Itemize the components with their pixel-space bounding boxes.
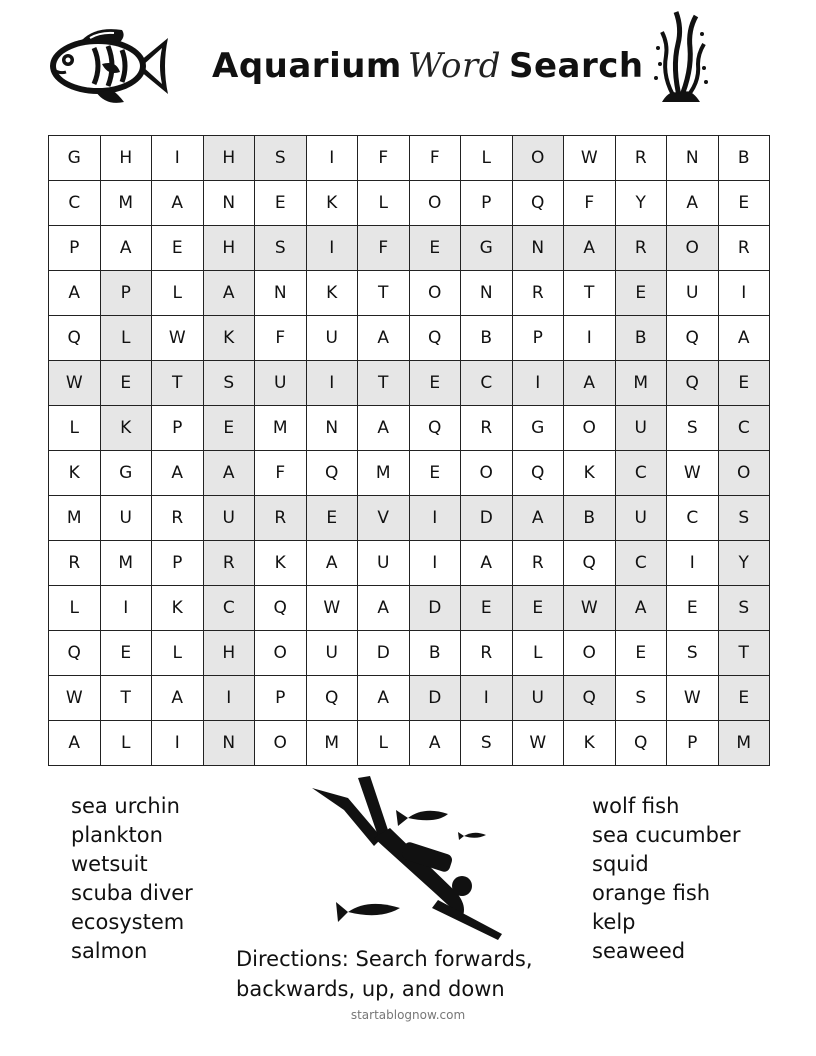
grid-cell: M [358, 451, 410, 496]
grid-cell: S [718, 496, 770, 541]
grid-cell: I [152, 721, 204, 766]
word-list-item: sea cucumber [592, 823, 741, 847]
grid-cell: A [152, 676, 204, 721]
grid-cell: R [615, 226, 667, 271]
grid-cell: B [718, 136, 770, 181]
grid-cell: W [667, 451, 719, 496]
grid-cell: A [564, 361, 616, 406]
grid-cell: I [100, 586, 152, 631]
grid-cell: B [564, 496, 616, 541]
grid-cell: W [564, 586, 616, 631]
grid-cell: E [718, 181, 770, 226]
title-word-word: Word [407, 46, 501, 86]
grid-cell: F [255, 451, 307, 496]
grid-row [49, 226, 770, 271]
grid-cell: U [667, 271, 719, 316]
grid-cell: B [461, 316, 513, 361]
grid-cell: N [203, 721, 255, 766]
grid-cell: K [306, 271, 358, 316]
grid-cell: O [409, 271, 461, 316]
grid-cell: O [564, 631, 616, 676]
grid-row [49, 586, 770, 631]
grid-cell: U [512, 676, 564, 721]
grid-cell: G [461, 226, 513, 271]
grid-cell: U [615, 496, 667, 541]
grid-cell: I [512, 361, 564, 406]
word-list-item: sea urchin [71, 794, 180, 818]
grid-cell: S [203, 361, 255, 406]
grid-cell: I [203, 676, 255, 721]
grid-cell: K [255, 541, 307, 586]
grid-cell: H [203, 631, 255, 676]
directions-line-1: Directions: Search forwards, [236, 947, 533, 971]
grid-cell: I [306, 136, 358, 181]
grid-cell: E [306, 496, 358, 541]
word-list-item: salmon [71, 939, 148, 963]
grid-cell: M [49, 496, 101, 541]
grid-cell: I [667, 541, 719, 586]
grid-cell: R [512, 541, 564, 586]
grid-cell: L [358, 181, 410, 226]
grid-cell: G [49, 136, 101, 181]
grid-cell: O [255, 721, 307, 766]
grid-cell: K [152, 586, 204, 631]
grid-cell: K [564, 721, 616, 766]
grid-cell: L [461, 136, 513, 181]
word-list-item: ecosystem [71, 910, 185, 934]
grid-cell: D [409, 586, 461, 631]
word-list-item: orange fish [592, 881, 711, 905]
grid-cell: A [409, 721, 461, 766]
directions-text [236, 944, 556, 1004]
word-list-item: wolf fish [592, 794, 680, 818]
grid-cell: M [306, 721, 358, 766]
grid-cell: W [667, 676, 719, 721]
grid-cell: P [255, 676, 307, 721]
grid-cell: O [461, 451, 513, 496]
grid-cell: L [152, 271, 204, 316]
title-word-search: Search [509, 46, 644, 86]
grid-cell: Q [667, 316, 719, 361]
grid-cell: P [152, 541, 204, 586]
grid-cell: S [667, 406, 719, 451]
grid-cell: P [49, 226, 101, 271]
grid-cell: N [255, 271, 307, 316]
grid-cell: A [152, 451, 204, 496]
grid-cell: P [461, 181, 513, 226]
grid-cell: C [203, 586, 255, 631]
grid-cell: W [306, 586, 358, 631]
grid-cell: Q [409, 316, 461, 361]
grid-cell: S [461, 721, 513, 766]
grid-cell: E [409, 451, 461, 496]
word-list-item: seaweed [592, 939, 686, 963]
grid-row [49, 721, 770, 766]
grid-cell: A [615, 586, 667, 631]
page-title [212, 44, 644, 88]
word-list-item: scuba diver [71, 881, 193, 905]
grid-cell: W [564, 136, 616, 181]
grid-cell: E [152, 226, 204, 271]
word-search-grid [48, 135, 770, 766]
grid-cell: N [512, 226, 564, 271]
grid-cell: I [718, 271, 770, 316]
grid-cell: F [255, 316, 307, 361]
grid-cell: N [306, 406, 358, 451]
grid-cell: A [358, 406, 410, 451]
grid-cell: R [461, 406, 513, 451]
word-list-right [592, 792, 740, 966]
grid-cell: T [100, 676, 152, 721]
grid-cell: H [203, 136, 255, 181]
grid-cell: N [461, 271, 513, 316]
grid-cell: S [718, 586, 770, 631]
grid-cell: Q [615, 721, 667, 766]
grid-cell: U [255, 361, 307, 406]
grid-cell: V [358, 496, 410, 541]
grid-cell: P [100, 271, 152, 316]
grid-cell: C [615, 541, 667, 586]
grid-cell: W [512, 721, 564, 766]
title-word-aquarium: Aquarium [212, 46, 402, 86]
grid-cell: D [358, 631, 410, 676]
grid-cell: N [203, 181, 255, 226]
grid-row [49, 136, 770, 181]
grid-cell: L [49, 586, 101, 631]
grid-row [49, 541, 770, 586]
grid-cell: F [564, 181, 616, 226]
grid-cell: A [49, 721, 101, 766]
grid-cell: T [718, 631, 770, 676]
grid-cell: Q [306, 676, 358, 721]
grid-cell: E [100, 361, 152, 406]
grid-cell: S [255, 136, 307, 181]
grid-cell: R [203, 541, 255, 586]
grid-cell: Q [49, 631, 101, 676]
grid-cell: U [100, 496, 152, 541]
grid-cell: A [358, 676, 410, 721]
grid-cell: M [100, 541, 152, 586]
grid-cell: T [358, 271, 410, 316]
grid-cell: T [152, 361, 204, 406]
grid-cell: I [152, 136, 204, 181]
grid-cell: I [564, 316, 616, 361]
grid-cell: Q [564, 541, 616, 586]
grid-cell: L [49, 406, 101, 451]
grid-cell: Q [49, 316, 101, 361]
grid-cell: A [152, 181, 204, 226]
grid-cell: I [461, 676, 513, 721]
grid-cell: Q [306, 451, 358, 496]
grid-cell: L [152, 631, 204, 676]
grid-cell: F [358, 226, 410, 271]
grid-cell: E [409, 361, 461, 406]
grid-cell: M [615, 361, 667, 406]
grid-cell: P [667, 721, 719, 766]
grid-cell: E [461, 586, 513, 631]
grid-row [49, 316, 770, 361]
grid-row [49, 631, 770, 676]
grid-cell: U [203, 496, 255, 541]
word-list-item: kelp [592, 910, 636, 934]
grid-cell: E [409, 226, 461, 271]
grid-cell: F [358, 136, 410, 181]
grid-cell: O [667, 226, 719, 271]
grid-cell: I [409, 541, 461, 586]
grid-cell: S [615, 676, 667, 721]
grid-cell: C [615, 451, 667, 496]
grid-cell: F [409, 136, 461, 181]
grid-cell: B [615, 316, 667, 361]
grid-cell: Q [512, 451, 564, 496]
grid-cell: G [512, 406, 564, 451]
fish-icon [46, 24, 172, 108]
grid-cell: I [306, 226, 358, 271]
grid-cell: Y [718, 541, 770, 586]
grid-cell: I [409, 496, 461, 541]
grid-cell: P [152, 406, 204, 451]
grid-cell: R [255, 496, 307, 541]
grid-cell: E [512, 586, 564, 631]
grid-cell: A [100, 226, 152, 271]
grid-cell: C [667, 496, 719, 541]
grid-cell: O [409, 181, 461, 226]
word-list-left [71, 792, 193, 966]
grid-cell: U [615, 406, 667, 451]
grid-cell: S [667, 631, 719, 676]
grid-cell: B [409, 631, 461, 676]
grid-cell: D [409, 676, 461, 721]
grid-cell: T [358, 361, 410, 406]
grid-cell: S [255, 226, 307, 271]
grid-cell: G [100, 451, 152, 496]
grid-row [49, 271, 770, 316]
grid-cell: I [306, 361, 358, 406]
grid-cell: K [306, 181, 358, 226]
grid-cell: Y [615, 181, 667, 226]
grid-row [49, 361, 770, 406]
grid-cell: L [358, 721, 410, 766]
grid-cell: R [718, 226, 770, 271]
grid-cell: E [615, 271, 667, 316]
grid-cell: L [100, 316, 152, 361]
directions-line-2: backwards, up, and down [236, 977, 505, 1001]
grid-cell: Q [512, 181, 564, 226]
grid-cell: E [718, 361, 770, 406]
grid-cell: P [512, 316, 564, 361]
grid-cell: Q [409, 406, 461, 451]
grid-cell: E [667, 586, 719, 631]
grid-cell: A [512, 496, 564, 541]
grid-cell: Q [255, 586, 307, 631]
grid-row [49, 181, 770, 226]
grid-cell: O [718, 451, 770, 496]
grid-cell: U [358, 541, 410, 586]
seaweed-icon [650, 8, 710, 106]
grid-cell: Q [667, 361, 719, 406]
grid-cell: A [718, 316, 770, 361]
grid-cell: K [564, 451, 616, 496]
grid-cell: A [667, 181, 719, 226]
grid-cell: E [203, 406, 255, 451]
grid-row [49, 451, 770, 496]
grid-cell: M [255, 406, 307, 451]
grid-cell: T [564, 271, 616, 316]
grid-cell: E [100, 631, 152, 676]
grid-cell: R [152, 496, 204, 541]
grid-row [49, 496, 770, 541]
grid-cell: D [461, 496, 513, 541]
grid-cell: A [358, 316, 410, 361]
grid-cell: L [100, 721, 152, 766]
grid-cell: R [512, 271, 564, 316]
grid-cell: H [203, 226, 255, 271]
scuba-diver-icon [308, 774, 508, 940]
grid-cell: O [255, 631, 307, 676]
grid-cell: C [49, 181, 101, 226]
grid-cell: E [718, 676, 770, 721]
grid-cell: E [615, 631, 667, 676]
grid-cell: Q [564, 676, 616, 721]
grid-cell: H [100, 136, 152, 181]
grid-cell: K [203, 316, 255, 361]
grid-cell: M [718, 721, 770, 766]
grid-cell: C [718, 406, 770, 451]
grid-cell: R [615, 136, 667, 181]
grid-cell: A [49, 271, 101, 316]
word-list-item: plankton [71, 823, 163, 847]
grid-row [49, 406, 770, 451]
grid-cell: K [49, 451, 101, 496]
grid-cell: A [203, 451, 255, 496]
word-list-item: squid [592, 852, 649, 876]
grid-cell: N [667, 136, 719, 181]
grid-cell: A [306, 541, 358, 586]
site-credit: startablognow.com [350, 1008, 466, 1022]
grid-cell: R [461, 631, 513, 676]
grid-cell: M [100, 181, 152, 226]
grid-row [49, 676, 770, 721]
grid-cell: U [306, 316, 358, 361]
grid-cell: A [358, 586, 410, 631]
grid-cell: O [512, 136, 564, 181]
grid-cell: K [100, 406, 152, 451]
grid-cell: R [49, 541, 101, 586]
grid-cell: A [564, 226, 616, 271]
grid-cell: W [152, 316, 204, 361]
grid-cell: W [49, 676, 101, 721]
grid-cell: C [461, 361, 513, 406]
grid-cell: W [49, 361, 101, 406]
grid-cell: A [203, 271, 255, 316]
grid-cell: A [461, 541, 513, 586]
grid-cell: U [306, 631, 358, 676]
grid-cell: L [512, 631, 564, 676]
grid-cell: O [564, 406, 616, 451]
grid-cell: E [255, 181, 307, 226]
word-list-item: wetsuit [71, 852, 148, 876]
